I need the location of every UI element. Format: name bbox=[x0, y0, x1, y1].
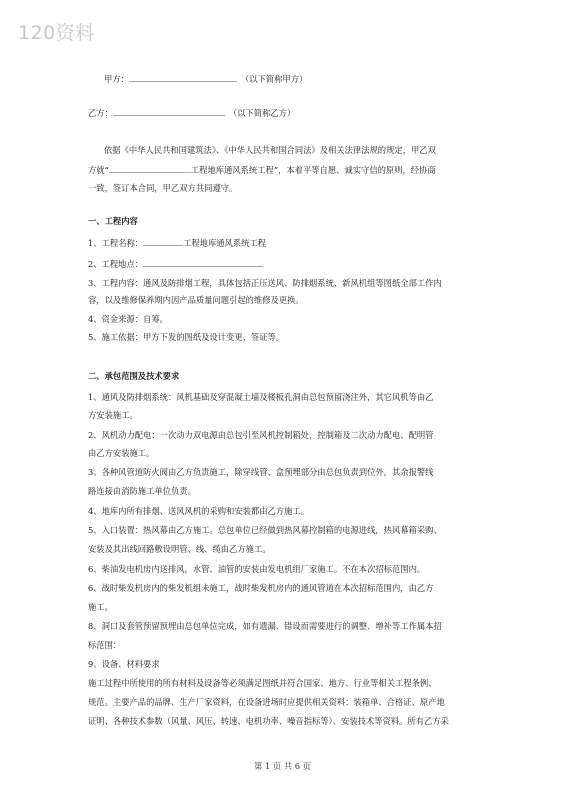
section-2-line: 5、入口装置：热风幕由乙方施工。总包单位已经做到热风幕控制箱的电源进线，热风幕箱采购、 bbox=[88, 525, 442, 535]
party-b-blank bbox=[113, 106, 225, 116]
section-2-line: 1、通风及防排烟系统：风机基础及穿混凝土墙及楼板孔洞由总包预留浇注外，其它风机等由乙 bbox=[88, 392, 434, 402]
project-location-blank bbox=[143, 257, 263, 267]
watermark-logo: 120资料 bbox=[18, 22, 95, 44]
section-2-title: 二、承包范围及技术要求 bbox=[88, 371, 180, 381]
party-b-suffix: （以下简称乙方） bbox=[228, 108, 296, 118]
section-2-line: 路连接由消防施工单位负责。 bbox=[88, 486, 196, 496]
section-2-line: 由乙方安装施工。 bbox=[88, 448, 155, 458]
section-1-item-5: 5、施工依据：甲方下发的图纸及设计变更、签证等。 bbox=[88, 332, 285, 342]
intro-line-2-end: 工程地库通风系统工程”，本着平等自愿、诚实守信的原则，经协商 bbox=[190, 165, 436, 175]
section-1-item-3-line-2: 容，以及维修保养期内因产品质量问题引起的维修及更换。 bbox=[88, 295, 304, 305]
party-b-line bbox=[88, 106, 488, 119]
intro-line-2 bbox=[88, 163, 488, 176]
section-1-title: 一、工程内容 bbox=[88, 216, 138, 226]
section-2-line: 3、各种风管道防火阀由乙方负责施工，除穿线管、盒预埋部分由总包负责到位外，其余报警线 bbox=[88, 467, 434, 477]
section-2-line: 证明、各种技术参数（风量、风压、转速、电机功率、噪音指标等）、安装技术等资料。所有乙方采 bbox=[88, 716, 449, 726]
section-2-line: 9、设备、材料要求 bbox=[88, 659, 160, 669]
party-a-suffix: （以下简称甲方） bbox=[240, 74, 308, 84]
party-a-label: 甲方： bbox=[104, 74, 129, 84]
section-2-line: 4、地库内所有排烟、送风风机的采购和安装都由乙方施工。 bbox=[88, 506, 309, 516]
section-1-item-2 bbox=[88, 257, 488, 270]
section-2-line: 6、柴油发电机房内送排风，水管、油管的安装由发电机组厂家施工。不在本次招标范围内。 bbox=[88, 564, 426, 574]
project-name-field-blank bbox=[143, 236, 183, 246]
section-1-item-3-line-1: 3、工程内容：通风及防排烟工程，具体包括正压送风、防排烟系统、新风机组等图纸全部工作内 bbox=[88, 278, 442, 288]
section-2-line: 施工过程中所使用的所有材料及设备等必须满足图纸并符合国家、地方、行业等相关工程条例、 bbox=[88, 678, 437, 688]
party-b-label: 乙方： bbox=[88, 108, 113, 118]
section-1-item-4: 4、资金来源：自筹。 bbox=[88, 314, 168, 324]
intro-line-1: 依据《中华人民共和国建筑法》、《中华人民共和国合同法》及相关法律法规的规定，甲乙双 bbox=[104, 145, 436, 155]
section-2-line: 标范围： bbox=[88, 640, 122, 650]
project-name-blank bbox=[109, 163, 191, 173]
page-number-footer: 第 1 页 共 6 页 bbox=[254, 761, 311, 771]
section-1-item-1 bbox=[88, 236, 488, 249]
section-2-line: 施工。 bbox=[88, 602, 113, 612]
party-a-blank bbox=[129, 72, 237, 82]
section-2-line: 规范。主要产品的品牌、生产厂家资料，在设备进场时应提供相关资料：装箱单、合格证、原产地 bbox=[88, 697, 445, 707]
party-a-line bbox=[88, 72, 488, 85]
section-2-line: 6、战时柴发机房内的柴发机组未施工，战时柴发机房内的通风管道在本次招标范围内，由乙方 bbox=[88, 583, 434, 593]
project-name-value: 工程地库通风系统工程 bbox=[183, 238, 267, 248]
section-2-line: 8、洞口及套管预留预埋由总包单位完成，如有遗漏、错设而需要进行的调整、增补等工作属本招 bbox=[88, 621, 442, 631]
section-2-line: 安装及其出线回路敷设明管、线、缆由乙方施工。 bbox=[88, 544, 271, 554]
section-2-line: 2、风机动力配电：一次动力双电源由总包引至风机控制箱处，控制箱及二次动力配电、配明管 bbox=[88, 430, 434, 440]
intro-line-3: 一致，签订本合同，甲乙双方共同遵守。 bbox=[88, 183, 238, 193]
section-2-line: 方安装施工。 bbox=[88, 410, 138, 420]
project-name-label: 1、工程名称： bbox=[88, 238, 144, 248]
project-location-label: 2、工程地点： bbox=[88, 259, 144, 269]
intro-line-2-start: 方就“ bbox=[88, 165, 109, 175]
